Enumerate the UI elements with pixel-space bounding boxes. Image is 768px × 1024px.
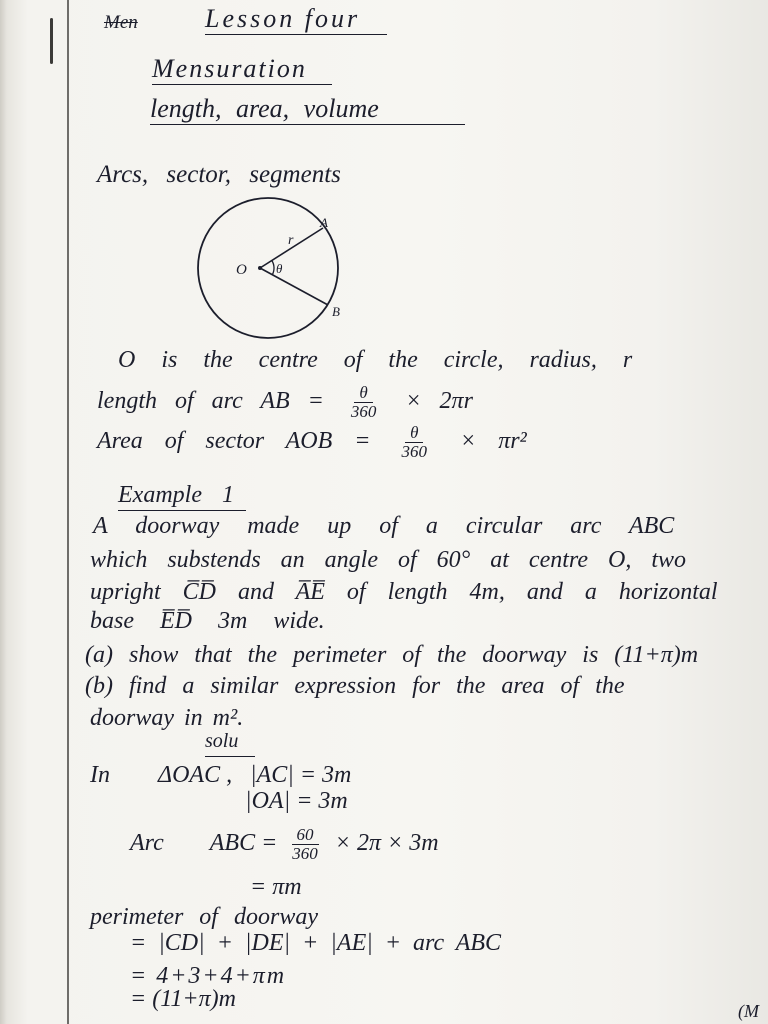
sector-area-fraction	[399, 424, 431, 461]
struck-out-word: Men	[104, 12, 138, 33]
arc-abc-formula	[130, 826, 439, 863]
sector-area-tail: × πr²	[460, 428, 527, 455]
arc-result: = πm	[250, 874, 302, 900]
arc-length-fraction	[348, 384, 380, 421]
lesson-title: Lesson four	[205, 4, 387, 35]
fraction-denominator: 360	[350, 402, 377, 421]
topic-title: Mensuration	[152, 54, 332, 85]
angle-label: θ	[276, 261, 283, 276]
example-heading: Example 1	[118, 480, 246, 511]
section-heading: Arcs, sector, segments	[97, 161, 341, 188]
arc-abc-fraction	[289, 826, 321, 863]
pen-mark	[50, 18, 53, 64]
subtopic-title: length, area, volume	[150, 94, 465, 125]
triangle-name: ΔOAC ,	[158, 762, 233, 788]
arc-length-tail: × 2πr	[405, 388, 473, 415]
fraction-denominator: 360	[292, 844, 318, 863]
perimeter-step: = |CD| + |DE| + |AE| + arc ABC	[130, 930, 502, 956]
point-b-label: B	[332, 304, 340, 319]
arc-tail: × 2π × 3m	[334, 830, 439, 857]
perimeter-step: = 4+3+4+πm	[130, 963, 287, 989]
arc-lead: ABC =	[209, 830, 278, 857]
fraction-denominator: 360	[401, 442, 427, 461]
arc-length-formula	[97, 384, 473, 421]
side-oa-value: |OA| = 3m	[245, 788, 348, 814]
page-corner-text: (M	[738, 1001, 759, 1021]
radius-label: r	[288, 233, 294, 248]
question-line: base E̅D̅ 3m wide.	[90, 608, 325, 634]
arc-prefix: Arc	[130, 830, 164, 857]
sector-area-lead: Area of sector AOB =	[97, 428, 371, 455]
triangle-prefix: In	[90, 762, 110, 788]
margin-line	[67, 0, 69, 1024]
fraction-numerator: 60	[292, 826, 319, 845]
question-line: A doorway made up of a circular arc ABC	[93, 513, 675, 539]
point-a-label: A	[320, 215, 328, 230]
solution-heading: solu	[205, 726, 255, 757]
fraction-numerator: θ	[405, 424, 423, 443]
question-line: which substends an angle of 60° at centre O, two	[90, 547, 687, 573]
centre-note: O is the centre of the circle, radius, r	[118, 347, 633, 373]
question-line: doorway in m².	[90, 705, 244, 731]
question-part-b: (b) find a similar expression for the area of the	[85, 673, 625, 699]
perimeter-heading: perimeter of doorway	[90, 904, 318, 930]
circle-sector-diagram	[190, 190, 350, 350]
radius-ob	[260, 268, 328, 305]
fraction-numerator: θ	[354, 384, 372, 403]
perimeter-result: = (11+π)m	[130, 986, 236, 1012]
angle-arc	[272, 261, 274, 275]
question-part-a: (a) show that the perimeter of the doorway is (11+π)m	[85, 642, 699, 668]
circle-outline	[198, 198, 338, 338]
question-line: upright C̅D̅ and A̅E̅ of length 4m, and a horizontal	[90, 579, 718, 605]
arc-length-lead: length of arc AB =	[97, 388, 324, 415]
side-ac-value: |AC| = 3m	[250, 762, 352, 788]
sector-area-formula	[97, 424, 527, 461]
center-label: O	[236, 262, 247, 278]
center-dot	[258, 266, 262, 270]
